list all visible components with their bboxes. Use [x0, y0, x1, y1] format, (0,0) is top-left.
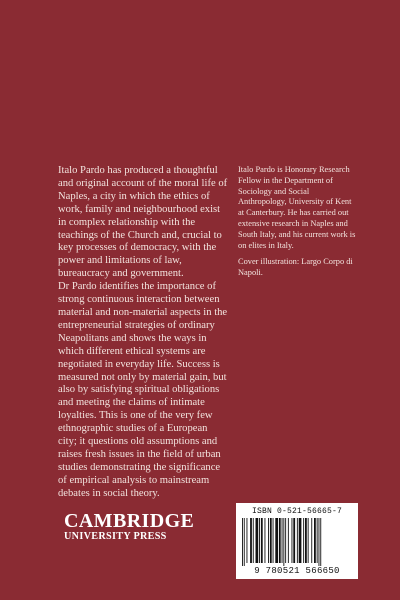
barcode-bar [250, 518, 252, 563]
barcode-bar [270, 518, 272, 563]
blurb-paragraph-2: Dr Pardo identifies the importance of strong continuous interaction between material and non-material aspects in the entrepreneurial strategies of ordinary Neapolitans and shows the ways in which different ethical systems are negotiated in everyday life. Success is measured not only by material gain, but also by satisfying spiritual obligations and meeting the claims of intimate loyalties. This is one of the very few ethnographic studies of a European city; it questions old assumptions and raises fresh issues in the field of urban studies demonstrating the significance of empirical analysis to mainstream debates in social theory. [58, 281, 228, 499]
barcode-bar [261, 518, 263, 563]
barcode-bar [282, 518, 283, 563]
barcode-bar [297, 518, 298, 563]
barcode-bar [303, 518, 304, 563]
blurb-column [58, 165, 228, 501]
barcode-bar [268, 518, 269, 563]
barcode-bar [285, 518, 286, 563]
barcode-bar [265, 518, 266, 563]
barcode-bar [259, 518, 260, 563]
blurb-paragraph-1: Italo Pardo has produced a thoughtful and original account of the moral life of Naples, a city in which the ethics of work, family and neighbourhood exist in complex relationship with the teachings of the Church and, crucial to key processes of democracy, with the power and limitations of law, bureaucracy and government. [58, 165, 228, 280]
barcode-bar [292, 518, 293, 563]
barcode-bar [279, 518, 281, 563]
barcode-bar [317, 518, 318, 563]
barcode-bar [275, 518, 278, 563]
publisher-name: CAMBRIDGE [64, 510, 195, 532]
author-bio: Italo Pardo is Honorary Research Fellow in the Department of Sociology and Social Anthropology, University of Kent at Canterbury. He has carried out extensive research in Naples and South Italy, and his current work is on elites in Italy. [238, 165, 356, 250]
barcode-bar [311, 518, 312, 563]
barcode-bar [253, 518, 254, 563]
barcode-bar [244, 518, 245, 566]
isbn-barcode-box [236, 503, 358, 579]
barcode-number: 9 780521 566650 [254, 566, 340, 576]
barcode-bar [288, 518, 289, 563]
barcode-bar [247, 518, 248, 563]
barcode-bar [319, 518, 320, 566]
barcode-bar [256, 518, 259, 563]
isbn-label: ISBN 0-521-56665-7 [251, 507, 342, 516]
barcode-bar [308, 518, 309, 563]
barcode-bar [283, 518, 284, 566]
barcode-bar [293, 518, 295, 563]
publisher-logo [64, 510, 195, 543]
barcode-bar [299, 518, 302, 563]
barcode-bar [273, 518, 274, 563]
author-column [238, 165, 356, 279]
barcode-bar [314, 518, 316, 563]
barcode-bar [305, 518, 307, 563]
barcode-bar [320, 518, 321, 566]
publisher-press: UNIVERSITY PRESS [64, 531, 167, 542]
barcode [241, 518, 353, 566]
barcode-bar [242, 518, 243, 566]
cover-illustration-credit: Cover illustration: Largo Corpo di Napoli. [238, 257, 353, 278]
